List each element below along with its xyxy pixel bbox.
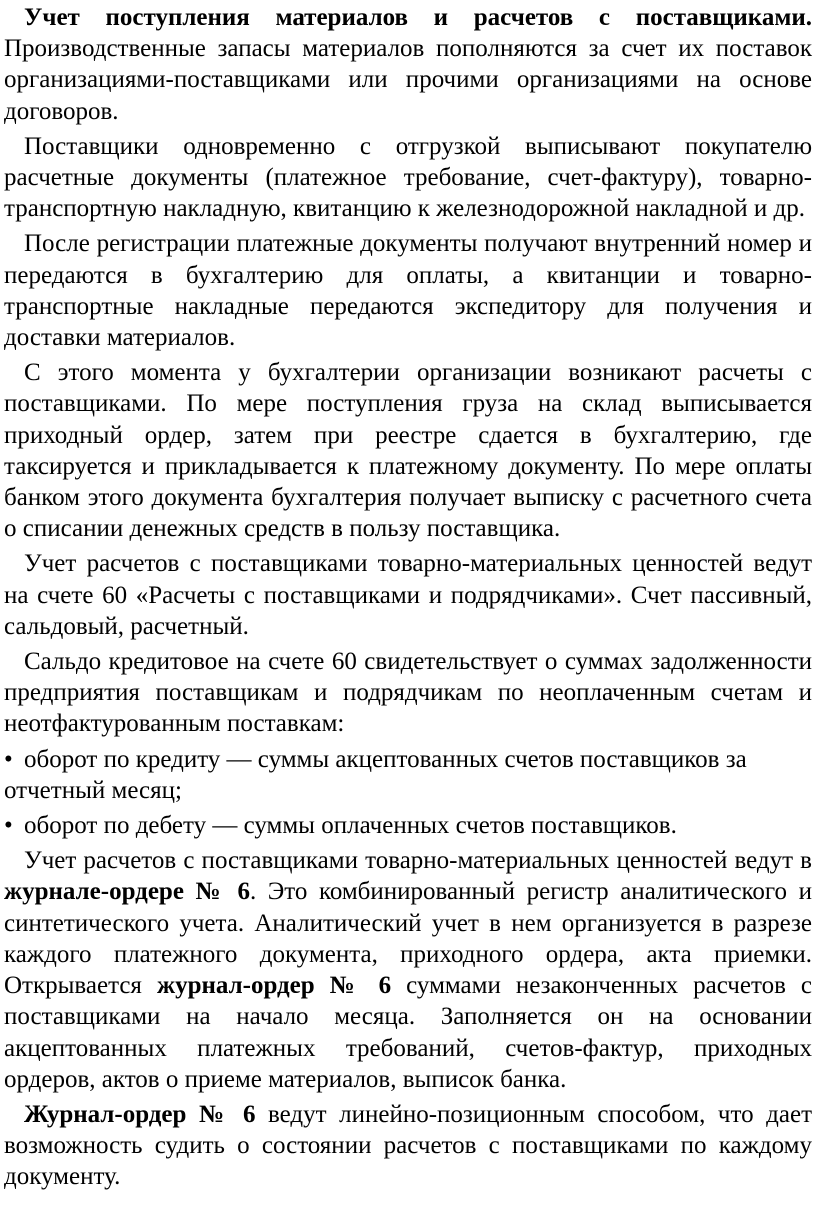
bullet-item-credit bbox=[4, 744, 812, 806]
bullet-item-debit bbox=[4, 810, 812, 841]
paragraph-settlements: С этого момента у бухгалтерии организации возникают расчеты с поставщиками. По мере поступления груза на склад выписывается приходный ордер, затем при реестре сдается в бухгалтерию, где таксируется и прикладывается к платежному документу. По мере оплаты банком этого документа бухгалтерия получает выписку с расчетного счета о списании денежных средств в пользу поставщика. bbox=[4, 359, 812, 543]
bullet-text: оборот по дебету — суммы оплаченных счетов поставщиков. bbox=[24, 812, 677, 840]
paragraph-credit-balance: Сальдо кредитовое на счете 60 свидетельствует о суммах задолженности предприятия поставщикам и подрядчикам по неоплаченным счетам и неотфактурованным поставкам: bbox=[4, 648, 812, 738]
bullet-marker: • bbox=[4, 812, 13, 840]
bold-term: журнале-ордере № 6 bbox=[4, 878, 250, 906]
paragraph-intro bbox=[4, 2, 812, 127]
paragraph-linear-method bbox=[4, 1099, 812, 1193]
bullet-text: оборот по кредиту — суммы акцептованных счетов поставщиков за отчетный месяц; bbox=[4, 745, 747, 804]
bold-term: журнал-ордер № 6 bbox=[156, 972, 392, 1000]
bold-term: Журнал-ордер № 6 bbox=[24, 1100, 256, 1128]
section-heading: Учет поступления материалов и расчетов с поставщиками. bbox=[24, 4, 812, 31]
bullet-marker: • bbox=[4, 745, 13, 773]
paragraph-journal-order bbox=[4, 845, 812, 1095]
text-run: . Это комбинированный регистр аналитического и синтетического учета. Аналитический учет в нем организуется в разрезе каждого платежного документа, приходного ордера, акта приемки. Открывается bbox=[4, 878, 812, 1000]
text-run: Учет расчетов с поставщиками товарно-материальных ценностей ведут в bbox=[24, 847, 812, 875]
intro-text: Производственные запасы материалов пополняются за счет их поставок организациями-поставщиками или прочими организациями на основе договоров. bbox=[4, 35, 812, 125]
paragraph-registration: После регистрации платежные документы получают внутренний номер и передаются в бухгалтерию для оплаты, а квитанции и товарно-транспортные накладные передаются экспедитору для получения и доставки материалов. bbox=[4, 230, 812, 352]
paragraph-account-60: Учет расчетов с поставщиками товарно-материальных ценностей ведут на счете 60 «Расчеты с поставщиками и подрядчиками». Счет пассивный, сальдовый, расчетный. bbox=[4, 550, 812, 640]
text-run: ведут линейно-позиционным способом, что дает возможность судить о состоянии расчетов с поставщиками по каждому документу. bbox=[4, 1100, 812, 1191]
paragraph-documents: Поставщики одновременно с отгрузкой выписывают покупателю расчетные документы (платежное требование, счет-фактуру), товарно-транспортную накладную, квитанцию к железнодорожной накладной и др. bbox=[4, 132, 812, 223]
text-run: суммами незаконченных расчетов с поставщиками на начало месяца. Заполняется он на основании акцептованных платежных требований, счетов-фактур, приходных ордеров, актов о приеме материалов, выписок банка. bbox=[4, 972, 812, 1093]
